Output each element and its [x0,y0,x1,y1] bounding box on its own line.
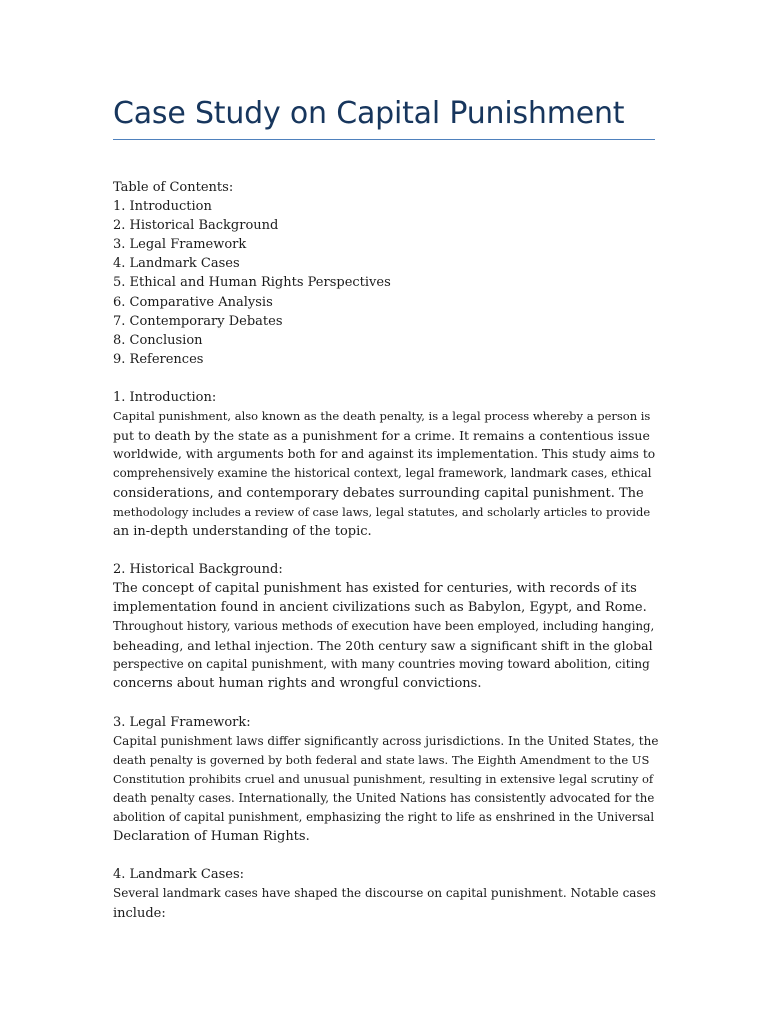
paragraph-line: death penalty cases. Internationally, the United Nations has consistently advocated for the [113,791,655,805]
paragraph-line: comprehensively examine the historical context, legal framework, landmark cases, ethical [113,466,652,481]
paragraph-line: Declaration of Human Rights. [113,829,310,845]
table-of-contents [113,178,658,369]
section-legal-framework [113,713,658,847]
toc-item: 6. Comparative Analysis [113,294,273,310]
paragraph-line: Several landmark cases have shaped the discourse on capital punishment. Notable cases [113,886,656,901]
paragraph-gap [113,846,658,865]
toc-item: 7. Contemporary Debates [113,313,283,329]
title-underline [113,139,655,140]
document-title: Case Study on Capital Punishment [113,96,625,131]
toc-item: 8. Conclusion [113,332,203,348]
paragraph-line: Capital punishment, also known as the death penalty, is a legal process whereby a person is [113,409,651,424]
paragraph-line: abolition of capital punishment, emphasizing the right to life as enshrined in the Universal [113,810,655,825]
section-landmark-cases [113,865,658,922]
paragraph-line: The concept of capital punishment has existed for centuries, with records of its [113,580,637,596]
toc-item: 2. Historical Background [113,218,279,234]
paragraph-line: Throughout history, various methods of execution have been employed, including hanging, [113,619,655,634]
toc-item: 1. Introduction [113,199,212,215]
toc-heading: Table of Contents: [113,180,234,195]
paragraph-line: an in-depth understanding of the topic. [113,523,372,539]
paragraph-line: include: [113,905,166,921]
toc-item: 5. Ethical and Human Rights Perspectives [113,275,391,291]
paragraph-line: worldwide, with arguments both for and against its implementation. This study aims to [113,447,656,462]
paragraph-line: put to death by the state as a punishment for a crime. It remains a contentious issue [113,428,650,444]
toc-item: 3. Legal Framework [113,237,247,253]
paragraph-line: concerns about human rights and wrongful convictions. [113,676,482,692]
paragraph-gap [113,541,658,560]
paragraph-line: methodology includes a review of case laws, legal statutes, and scholarly articles to provide [113,504,651,519]
section-introduction [113,388,658,541]
paragraph-gap [113,694,658,713]
paragraph-gap [113,369,658,388]
toc-item: 9. References [113,351,204,367]
document-body [113,178,658,923]
paragraph-line: considerations, and contemporary debates surrounding capital punishment. The [113,485,644,501]
section-heading: 1. Introduction: [113,390,217,406]
paragraph-line: beheading, and lethal injection. The 20th century saw a significant shift in the global [113,638,653,654]
toc-item: 4. Landmark Cases [113,256,240,272]
paragraph-line: death penalty is governed by both federal and state laws. The Eighth Amendment to the US [113,752,650,767]
paragraph-line: implementation found in ancient civilizations such as Babylon, Egypt, and Rome. [113,600,647,616]
section-heading: 2. Historical Background: [113,561,283,577]
paragraph-line: perspective on capital punishment, with many countries moving toward abolition, citing [113,657,650,672]
section-historical-background [113,560,658,694]
section-heading: 3. Legal Framework: [113,714,251,730]
paragraph-line: Capital punishment laws differ significantly across jurisdictions. In the United States, the [113,733,659,748]
section-heading: 4. Landmark Cases: [113,867,245,883]
paragraph-line: Constitution prohibits cruel and unusual punishment, resulting in extensive legal scrutiny of [113,771,654,786]
